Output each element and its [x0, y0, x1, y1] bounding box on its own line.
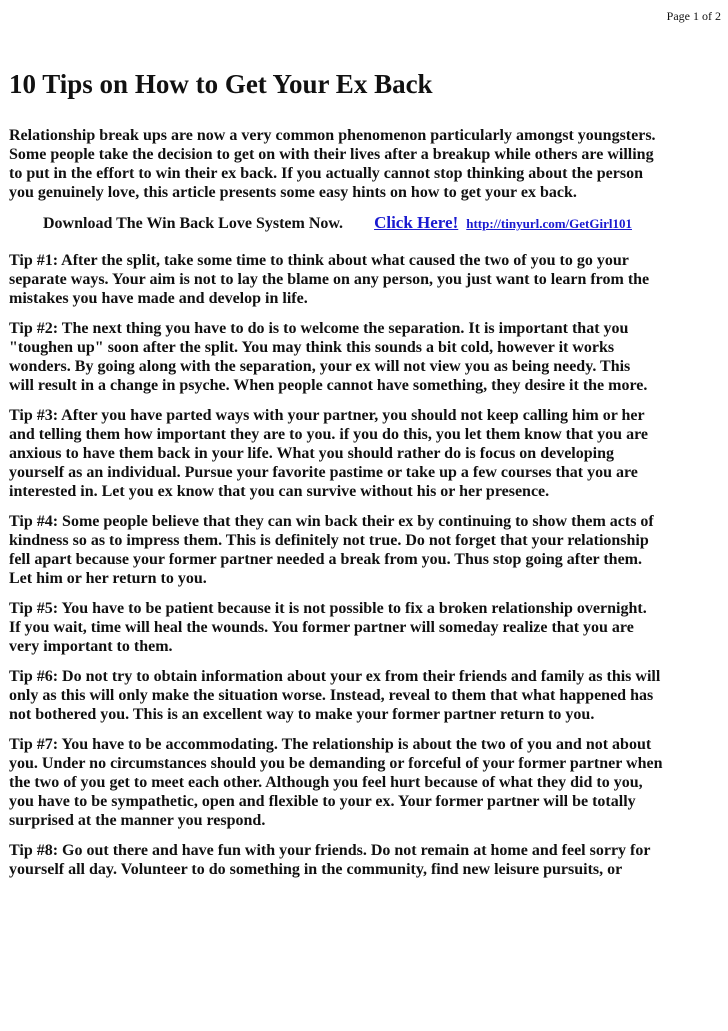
tip-3-paragraph — [9, 406, 724, 501]
text-line: not bothered you. This is an excellent way to make your former partner return to you. — [9, 706, 595, 723]
text-line: Let him or her return to you. — [9, 570, 207, 587]
text-line: to put in the effort to win their ex back. If you actually cannot stop thinking about the person — [9, 165, 643, 182]
tip-1-paragraph — [9, 251, 724, 308]
text-line: Tip #5: You have to be patient because it is not possible to fix a broken relationship overnight. — [9, 600, 647, 617]
promo-url-link[interactable]: http://tinyurl.com/GetGirl101 — [466, 216, 632, 231]
tip-7-paragraph — [9, 735, 724, 830]
promo-line — [43, 213, 724, 233]
text-line: you have to be sympathetic, open and flexible to your ex. Your former partner will be totally — [9, 793, 636, 810]
text-line: yourself as an individual. Pursue your favorite pastime or take up a few courses that you are — [9, 464, 638, 481]
text-line: you genuinely love, this article presents some easy hints on how to get your ex back. — [9, 184, 577, 201]
tip-6-paragraph — [9, 667, 724, 724]
text-line: Relationship break ups are now a very common phenomenon particularly amongst youngsters. — [9, 127, 656, 144]
text-line: Tip #2: The next thing you have to do is to welcome the separation. It is important that you — [9, 320, 629, 337]
text-line: mistakes you have made and develop in life. — [9, 290, 308, 307]
text-line: Tip #4: Some people believe that they can win back their ex by continuing to show them acts of — [9, 513, 654, 530]
text-line: the two of you get to meet each other. Although you feel hurt because of what they did to you, — [9, 774, 643, 791]
tip-5-paragraph — [9, 599, 724, 656]
promo-text: Download The Win Back Love System Now. — [43, 215, 344, 232]
text-line: Tip #3: After you have parted ways with your partner, you should not keep calling him or her — [9, 407, 645, 424]
intro-paragraph — [9, 126, 724, 202]
text-line: you. Under no circumstances should you be demanding or forceful of your former partner when — [9, 755, 663, 772]
text-line: surprised at the manner you respond. — [9, 812, 266, 829]
text-line: Tip #1: After the split, take some time to think about what caused the two of you to go your — [9, 252, 629, 269]
text-line: Some people take the decision to get on with their lives after a breakup while others are willing — [9, 146, 654, 163]
text-line: will result in a change in psyche. When people cannot have something, they desire it the more. — [9, 377, 648, 394]
text-line: separate ways. Your aim is not to lay the blame on any person, you just want to learn from the — [9, 271, 650, 288]
tip-4-paragraph — [9, 512, 724, 588]
text-line: only as this will only make the situation worse. Instead, reveal to them that what happened has — [9, 687, 654, 704]
click-here-link[interactable]: Click Here! — [374, 213, 459, 232]
tip-8-paragraph — [9, 841, 724, 879]
text-line: Tip #6: Do not try to obtain information about your ex from their friends and family as this will — [9, 668, 661, 685]
text-line: fell apart because your former partner needed a break from you. Thus stop going after them. — [9, 551, 643, 568]
text-line: If you wait, time will heal the wounds. You former partner will someday realize that you are — [9, 619, 634, 636]
text-line: kindness so as to impress them. This is definitely not true. Do not forget that your relationship — [9, 532, 649, 549]
text-line: wonders. By going along with the separation, your ex will not view you as being needy. This — [9, 358, 631, 375]
text-line: Tip #8: Go out there and have fun with your friends. Do not remain at home and feel sorry for — [9, 842, 651, 859]
text-line: anxious to have them back in your life. What you should rather do is focus on developing — [9, 445, 614, 462]
page-number: Page 1 of 2 — [666, 9, 721, 23]
text-line: and telling them how important they are to you. if you do this, you let them know that you are — [9, 426, 648, 443]
page-title: 10 Tips on How to Get Your Ex Back — [9, 69, 433, 99]
text-line: interested in. Let you ex know that you can survive without his or her presence. — [9, 483, 550, 500]
text-line: very important to them. — [9, 638, 173, 655]
article-body — [9, 126, 724, 890]
text-line: Tip #7: You have to be accommodating. The relationship is about the two of you and not about — [9, 736, 652, 753]
text-line: yourself all day. Volunteer to do something in the community, find new leisure pursuits, or — [9, 861, 623, 878]
tip-2-paragraph — [9, 319, 724, 395]
text-line: "toughen up" soon after the split. You may think this sounds a bit cold, however it works — [9, 339, 615, 356]
